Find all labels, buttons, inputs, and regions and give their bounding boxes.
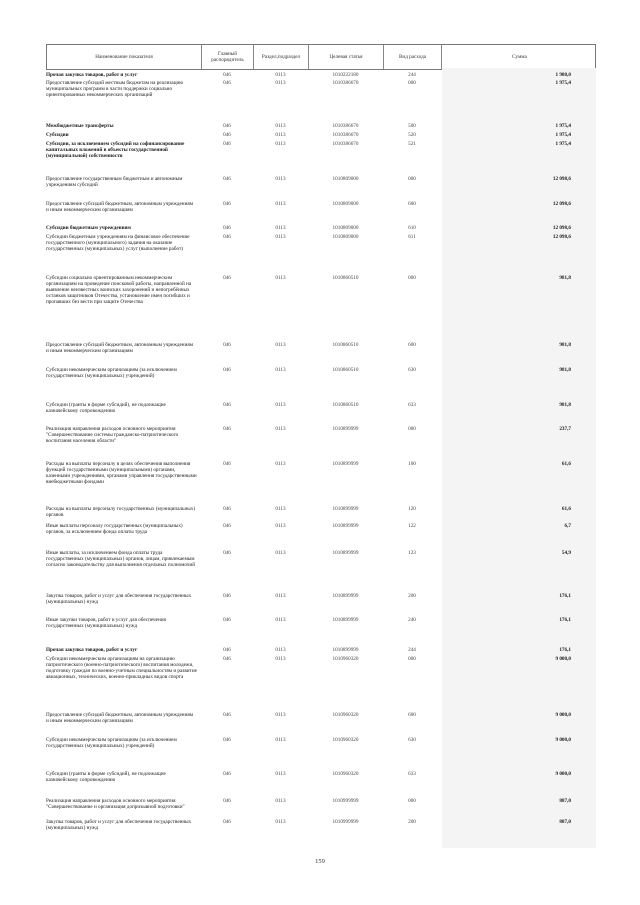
row-name: Предоставление субсидий бюджетным, автономным учреждениям и иным некоммерческим организациям	[46, 712, 194, 724]
row-rz: 0113	[275, 550, 286, 556]
row-gr: 046	[223, 234, 231, 240]
row-sum: 887,0	[559, 819, 571, 825]
row-sum: 9 000,0	[555, 656, 571, 662]
row-rz: 0113	[275, 819, 286, 825]
row-cs: 1010860510	[332, 402, 359, 408]
row-cs: 1010899999	[332, 426, 359, 432]
row-gr: 046	[223, 712, 231, 718]
row-gr: 046	[223, 461, 231, 467]
row-name: Субсидии (гранты в форме субсидий), не подлежащие казначейскому сопровождению	[46, 402, 166, 414]
row-vr: 000	[408, 656, 416, 662]
row-name: Иные выплаты, за исключением фонда оплаты труда государственных (муниципальных) органов, лицам, привлекаемым согласно законодательству для выполнения отдельных полномочий	[46, 550, 195, 568]
row-vr: 600	[408, 342, 416, 348]
table-row	[46, 342, 596, 354]
row-sum: 981,8	[559, 342, 571, 348]
row-gr: 046	[223, 656, 231, 662]
table-row	[46, 72, 596, 78]
row-rz: 0113	[275, 275, 286, 281]
table-row	[46, 617, 596, 629]
row-gr: 046	[223, 80, 231, 86]
row-vr: 611	[408, 234, 416, 240]
row-vr: 633	[408, 402, 416, 408]
row-vr: 200	[408, 819, 416, 825]
header-sum: Сумма	[512, 54, 527, 60]
row-sum: 981,8	[559, 402, 571, 408]
row-sum: 12 098,6	[552, 234, 571, 240]
row-gr: 046	[223, 367, 231, 373]
row-gr: 046	[223, 550, 231, 556]
row-cs: 1010386670	[332, 123, 359, 129]
row-cs: 1010899999	[332, 617, 359, 623]
row-sum: 9 000,0	[555, 712, 571, 718]
row-cs: 1010960320	[332, 737, 359, 743]
row-cs: 1010386670	[332, 132, 359, 138]
table-row	[46, 593, 596, 605]
row-vr: 240	[408, 617, 416, 623]
row-gr: 046	[223, 123, 231, 129]
row-vr: 520	[408, 132, 416, 138]
row-cs: 1010899999	[332, 647, 359, 653]
row-rz: 0113	[275, 201, 286, 207]
table-row	[46, 123, 596, 129]
table-row	[46, 771, 596, 783]
row-name: Предоставление субсидий бюджетным, автономным учреждениям и иным некоммерческим организациям	[46, 342, 194, 354]
row-cs: 1010899999	[332, 506, 359, 512]
row-gr: 046	[223, 402, 231, 408]
row-rz: 0113	[275, 617, 286, 623]
row-rz: 0113	[275, 132, 286, 138]
row-rz: 0113	[275, 461, 286, 467]
table-row	[46, 550, 596, 568]
row-sum: 237,7	[559, 426, 571, 432]
row-sum: 176,1	[559, 593, 571, 599]
table-row	[46, 225, 596, 231]
table-row	[46, 798, 596, 810]
row-sum: 1 975,4	[555, 141, 571, 147]
row-name: Субсидии (гранты в форме субсидий), не подлежащие казначейскому сопровождению	[46, 771, 166, 783]
row-cs: 1010999999	[332, 798, 359, 804]
row-name: Закупка товаров, работ и услуг для обеспечения государственных (муниципальных) нужд	[46, 593, 192, 605]
row-sum: 9 000,0	[555, 737, 571, 743]
row-cs: 1010860510	[332, 275, 359, 281]
row-vr: 600	[408, 201, 416, 207]
row-cs: 1010809000	[332, 201, 359, 207]
budget-table	[46, 44, 596, 831]
row-sum: 887,0	[559, 798, 571, 804]
row-vr: 521	[408, 141, 416, 147]
row-rz: 0113	[275, 367, 286, 373]
row-vr: 000	[408, 275, 416, 281]
row-rz: 0113	[275, 426, 286, 432]
row-name: Реализация направления расходов основного мероприятия "Совершенствование системы гражданско-патриотического воспитания населения области"	[46, 426, 179, 444]
table-row	[46, 819, 596, 831]
row-cs: 1010960320	[332, 771, 359, 777]
row-name: Субсидии некоммерческим организациям (за исключением государственных (муниципальных) учреждений)	[46, 367, 177, 379]
header-name: Наименование показателя	[47, 45, 202, 69]
row-rz: 0113	[275, 72, 286, 78]
row-vr: 200	[408, 593, 416, 599]
row-rz: 0113	[275, 712, 286, 718]
table-row	[46, 367, 596, 379]
row-rz: 0113	[275, 342, 286, 348]
row-vr: 120	[408, 506, 416, 512]
row-gr: 046	[223, 737, 231, 743]
row-gr: 046	[223, 201, 231, 207]
row-name: Субсидии бюджетным учреждениям	[46, 225, 131, 231]
row-name: Субсидии, за исключением субсидий на софинансирование капитальных вложений в объекты государственной (муниципальной) собственности	[46, 141, 185, 159]
row-sum: 1 975,4	[555, 80, 571, 86]
row-name: Реализация направления расходов основного мероприятия "Совершенствование и организация допризывной подготовки"	[46, 798, 185, 810]
row-cs: 1010960320	[332, 656, 359, 662]
row-gr: 046	[223, 771, 231, 777]
row-sum: 9 000,0	[555, 771, 571, 777]
header-rz: Раздел,подраздел	[254, 45, 309, 69]
row-rz: 0113	[275, 523, 286, 529]
row-gr: 046	[223, 342, 231, 348]
row-vr: 500	[408, 123, 416, 129]
row-cs: 1010960320	[332, 712, 359, 718]
row-gr: 046	[223, 798, 231, 804]
row-name: Прочая закупка товаров, работ и услуг	[46, 647, 138, 653]
row-rz: 0113	[275, 402, 286, 408]
row-cs: 1010809000	[332, 225, 359, 231]
row-cs: 1010899999	[332, 593, 359, 599]
row-rz: 0113	[275, 225, 286, 231]
row-vr: 630	[408, 367, 416, 373]
row-name: Прочая закупка товаров, работ и услуг	[46, 72, 138, 78]
row-name: Иные закупки товаров, работ и услуг для обеспечения государственных (муниципальных) нужд	[46, 617, 166, 629]
row-sum: 61,6	[561, 506, 571, 512]
table-row	[46, 506, 596, 518]
table-row	[46, 176, 596, 188]
row-name: Предоставление субсидий бюджетным, автономным учреждениям и иным некоммерческим организациям	[46, 201, 194, 213]
row-rz: 0113	[275, 771, 286, 777]
table-row	[46, 712, 596, 724]
table-row	[46, 523, 596, 535]
row-rz: 0113	[275, 798, 286, 804]
row-cs: 1010899999	[332, 461, 359, 467]
row-cs: 1010860510	[332, 367, 359, 373]
row-vr: 122	[408, 523, 416, 529]
table-row	[46, 234, 596, 252]
row-gr: 046	[223, 225, 231, 231]
row-rz: 0113	[275, 123, 286, 129]
row-name: Межбюджетные трансферты	[46, 123, 114, 129]
row-cs: 1010999999	[332, 819, 359, 825]
row-gr: 046	[223, 426, 231, 432]
row-gr: 046	[223, 506, 231, 512]
row-gr: 046	[223, 176, 231, 182]
row-cs: 1010809000	[332, 176, 359, 182]
row-name: Расходы на выплаты персоналу государственных (муниципальных) органов	[46, 506, 196, 518]
row-rz: 0113	[275, 737, 286, 743]
row-gr: 046	[223, 617, 231, 623]
row-sum: 12 098,6	[552, 176, 571, 182]
row-name: Субсидии некоммерческим организациям на организацию патриотического (военно-патриотического) воспитания молодежи, подготовку граждан по военно-учетным специальностям и развитие авиационных, технических, военно-прикладных видов спорта	[46, 656, 197, 680]
row-sum: 61,6	[561, 461, 571, 467]
row-gr: 046	[223, 819, 231, 825]
row-cs: 1010899999	[332, 550, 359, 556]
row-name: Закупка товаров, работ и услуг для обеспечения государственных (муниципальных) нужд	[46, 819, 192, 831]
row-sum: 176,1	[559, 647, 571, 653]
table-row	[46, 201, 596, 213]
row-gr: 046	[223, 523, 231, 529]
row-name: Субсидии некоммерческим организациям (за исключением государственных (муниципальных) учреждений)	[46, 737, 177, 749]
page-number: 159	[315, 858, 325, 865]
row-sum: 12 098,6	[552, 225, 571, 231]
row-rz: 0113	[275, 647, 286, 653]
row-vr: 610	[408, 225, 416, 231]
row-vr: 000	[408, 176, 416, 182]
row-gr: 046	[223, 593, 231, 599]
table-row	[46, 647, 596, 653]
row-sum: 176,1	[559, 617, 571, 623]
row-name: Субсидии бюджетным учреждениям на финансовое обеспечение государственного (муниципального) задания на оказание государственных (муниципальных) услуг (выполнение работ)	[46, 234, 190, 252]
header-gr: Главный распорядитель	[202, 45, 254, 69]
row-gr: 046	[223, 141, 231, 147]
row-cs: 1010386670	[332, 141, 359, 147]
table-row	[46, 80, 596, 98]
table-row	[46, 275, 596, 305]
table-row	[46, 141, 596, 159]
row-vr: 123	[408, 550, 416, 556]
row-sum: 1 975,4	[555, 132, 571, 138]
row-sum: 981,8	[559, 367, 571, 373]
row-vr: 244	[408, 647, 416, 653]
row-rz: 0113	[275, 234, 286, 240]
row-sum: 6,7	[564, 523, 571, 529]
row-gr: 046	[223, 647, 231, 653]
row-vr: 633	[408, 771, 416, 777]
row-gr: 046	[223, 275, 231, 281]
table-row	[46, 132, 596, 138]
table-row	[46, 656, 596, 680]
row-vr: 000	[408, 80, 416, 86]
table-row	[46, 737, 596, 749]
row-sum: 981,8	[559, 275, 571, 281]
row-vr: 244	[408, 72, 416, 78]
row-name: Субсидии	[46, 132, 69, 138]
row-rz: 0113	[275, 506, 286, 512]
row-rz: 0113	[275, 656, 286, 662]
row-gr: 046	[223, 72, 231, 78]
row-vr: 100	[408, 461, 416, 467]
row-name: Расходы на выплаты персоналу в целях обеспечения выполнения функций государственными (муниципальными) органами, казенными учреждениями, органами управления государственными внебюджетными фондами	[46, 461, 197, 485]
table-header	[46, 44, 596, 70]
row-vr: 000	[408, 426, 416, 432]
row-cs: 1010222180	[332, 72, 359, 78]
row-cs: 1010860510	[332, 342, 359, 348]
header-cs: Целевая статья	[309, 45, 384, 69]
row-gr: 046	[223, 132, 231, 138]
row-cs: 1010809000	[332, 234, 359, 240]
row-rz: 0113	[275, 593, 286, 599]
row-name: Субсидии социально ориентированным некоммерческим организациям на проведение поисковой работы, направленной на выявление неизвестных воинских захоронений и непогребённых останков защитников Отечества, установление имен погибших и пропавших без вести при защите Отечества	[46, 275, 192, 305]
row-name: Иные выплаты персоналу государственных (муниципальных) органов, за исключением фонда оплаты труда	[46, 523, 183, 535]
row-rz: 0113	[275, 141, 286, 147]
row-vr: 600	[408, 712, 416, 718]
row-vr: 000	[408, 798, 416, 804]
row-name: Предоставление субсидий местным бюджетам на реализацию муниципальных программ в части поддержки социально ориентированных некоммерческих организаций	[46, 80, 184, 98]
row-cs: 1010899999	[332, 523, 359, 529]
row-vr: 630	[408, 737, 416, 743]
header-vr: Вид расхода	[384, 45, 442, 69]
row-sum: 12 098,6	[552, 201, 571, 207]
row-sum: 1 980,0	[555, 72, 571, 78]
row-cs: 1010386670	[332, 80, 359, 86]
row-name: Предоставление государственным бюджетным и автономным учреждениям субсидий	[46, 176, 183, 188]
row-rz: 0113	[275, 80, 286, 86]
table-row	[46, 402, 596, 414]
row-sum: 54,9	[561, 550, 571, 556]
table-row	[46, 461, 596, 485]
row-rz: 0113	[275, 176, 286, 182]
table-row	[46, 426, 596, 444]
row-sum: 1 975,4	[555, 123, 571, 129]
